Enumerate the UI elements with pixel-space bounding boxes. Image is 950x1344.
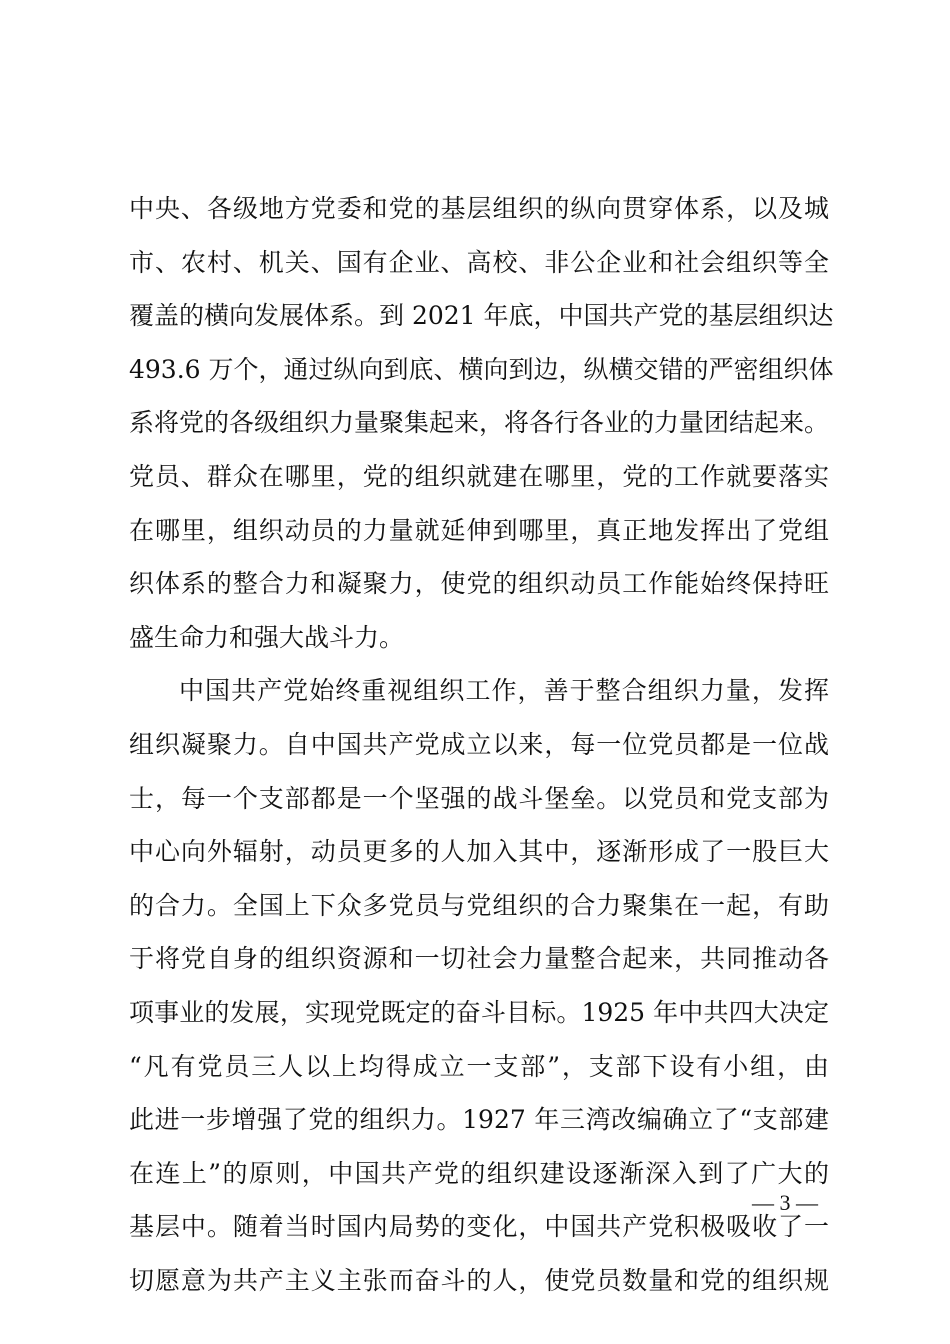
paragraph-2-line-1: 中国共产党始终重视组织工作，善于整合组织力量，发挥 xyxy=(179,676,829,706)
paragraph-2-line-11: 基层中。随着当时国内局势的变化，中国共产党积极吸收了一 xyxy=(129,1212,829,1242)
paragraph-1-line-5: 系将党的各级组织力量聚集起来，将各行各业的力量团结起来。 xyxy=(129,408,830,438)
paragraph-1-line-1: 中央、各级地方党委和党的基层组织的纵向贯穿体系，以及城 xyxy=(129,194,829,223)
body-text xyxy=(129,182,834,1307)
paragraph-2-line-12: 切愿意为共产主义主张而奋斗的人，使党员数量和党的组织规 xyxy=(129,1265,829,1295)
paragraph-1-line-2: 市、农村、机关、国有企业、高校、非公企业和社会组织等全 xyxy=(129,247,829,277)
page-number: — 3 — xyxy=(752,1190,818,1215)
paragraph-2-line-6: 于将党自身的组织资源和一切社会力量整合起来，共同推动各 xyxy=(129,944,829,974)
paragraph-1-line-3: 覆盖的横向发展体系。到 2021 年底，中国共产党的基层组织达 xyxy=(129,301,834,331)
paragraph-2-line-3: 士，每一个支部都是一个坚强的战斗堡垒。以党员和党支部为 xyxy=(129,783,829,813)
paragraph-1-line-4: 493.6 万个，通过纵向到底、横向到边，纵横交错的严密组织体 xyxy=(129,354,834,384)
paragraph-2-line-9: 此进一步增强了党的组织力。1927 年三湾改编确立了“支部建 xyxy=(129,1105,829,1135)
paragraph-2-line-4: 中心向外辐射，动员更多的人加入其中，逐渐形成了一股巨大 xyxy=(129,837,829,867)
paragraph-2-line-8: “凡有党员三人以上均得成立一支部”，支部下设有小组，由 xyxy=(129,1051,829,1081)
paragraph-1-line-6: 党员、群众在哪里，党的组织就建在哪里，党的工作就要落实 xyxy=(129,461,829,491)
paragraph-2-line-2: 组织凝聚力。自中国共产党成立以来，每一位党员都是一位战 xyxy=(129,729,829,759)
paragraph-1-line-9: 盛生命力和强大战斗力。 xyxy=(129,622,405,652)
paragraph-2-line-5: 的合力。全国上下众多党员与党组织的合力聚集在一起，有助 xyxy=(129,890,829,920)
paragraph-2-line-7: 项事业的发展，实现党既定的奋斗目标。1925 年中共四大决定 xyxy=(129,997,829,1027)
paragraph-2-line-10: 在连上”的原则，中国共产党的组织建设逐渐深入到了广大的 xyxy=(129,1158,829,1188)
paragraph-1-line-7: 在哪里，组织动员的力量就延伸到哪里，真正地发挥出了党组 xyxy=(129,515,829,545)
paragraph-1-line-8: 织体系的整合力和凝聚力，使党的组织动员工作能始终保持旺 xyxy=(129,569,829,599)
